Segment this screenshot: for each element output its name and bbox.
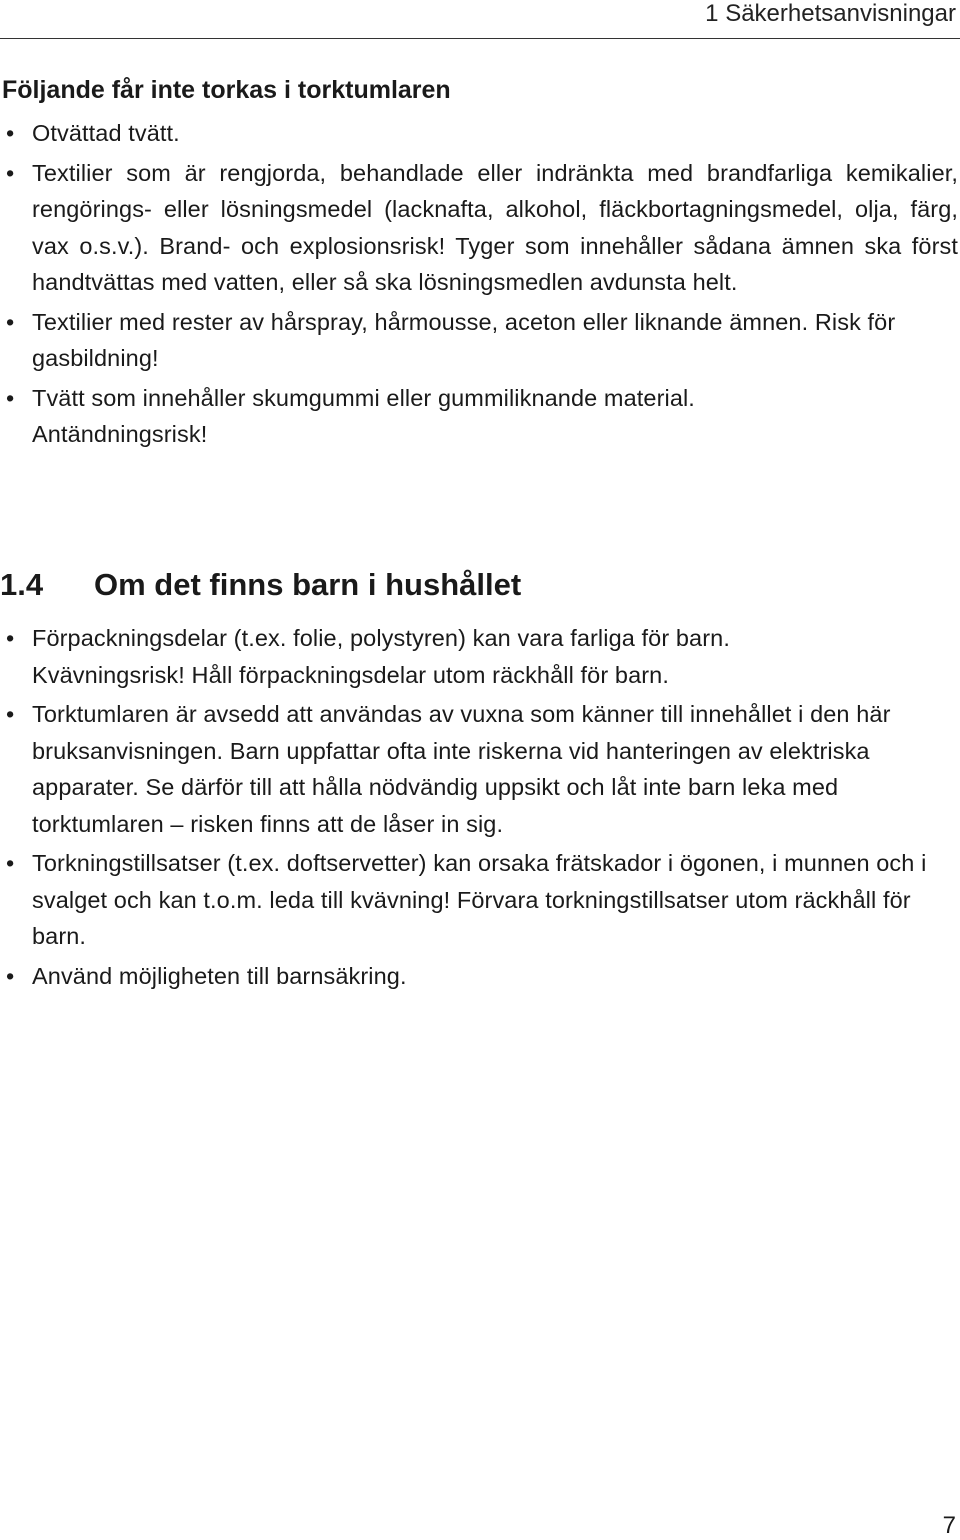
list-item-text: Otvättad tvätt. xyxy=(32,120,180,146)
list-item-text: Textilier med rester av hårspray, hårmousse, aceton eller liknande ämnen. Risk för gasbildning! xyxy=(32,308,896,371)
bullet-list-children xyxy=(0,620,960,994)
list-item xyxy=(0,696,960,842)
bullet-icon: • xyxy=(6,850,15,876)
running-header: 1 Säkerhetsanvisningar xyxy=(705,0,956,27)
bullet-list-not-dried xyxy=(0,115,960,453)
list-item xyxy=(0,155,960,301)
list-item xyxy=(0,304,960,377)
list-item-text: Textilier som är rengjorda, behandlade eller indränkta med brandfarliga kemikalier, rengörings- eller lösningsmedel (lacknafta, alkohol, fläckbortagningsmedel, olja, färg, vax o.s.v.). Brand- och explosionsrisk! Tyger som innehåller sådana ämnen ska först handtvättas med vatten, eller så ska lösningsmedlen avdunsta helt. xyxy=(32,159,958,295)
section-number: 1.4 xyxy=(0,567,44,602)
list-item xyxy=(0,620,960,693)
list-item xyxy=(0,380,960,453)
list-item-text: Förpackningsdelar (t.ex. folie, polystyren) kan vara farliga för barn. Kvävningsrisk! Håll förpackningsdelar utom räckhåll för barn. xyxy=(32,625,730,688)
list-item xyxy=(0,845,960,955)
list-item xyxy=(0,958,960,995)
list-item-text: Använd möjligheten till barnsäkring. xyxy=(32,962,407,989)
list-item-text: Tvätt som innehåller skumgummi eller gummiliknande material. Antändningsrisk! xyxy=(32,384,695,447)
list-item-text: Torktumlaren är avsedd att användas av vuxna som känner till innehållet i den här bruksanvisningen. Barn uppfattar ofta inte riskerna vid hanteringen av elektriska apparater. Se därför till att hålla nödvändig uppsikt och låt inte barn leka med torktumlaren – risken finns att de låser in sig. xyxy=(32,701,891,837)
bullet-icon: • xyxy=(6,625,15,651)
header-rule xyxy=(0,38,960,39)
bullet-icon: • xyxy=(6,384,15,411)
list-item xyxy=(0,115,960,152)
section-heading xyxy=(0,565,521,605)
bullet-icon: • xyxy=(6,308,15,335)
page-number: 7 xyxy=(942,1512,956,1539)
list-item-text: Torkningstillsatser (t.ex. doftservetter) kan orsaka frätskador i ögonen, i munnen och i svalget och kan t.o.m. leda till kvävning! Förvara torkningstillsatser utom räckhåll för barn. xyxy=(32,850,927,949)
bullet-icon: • xyxy=(6,159,15,186)
subheading: Följande får inte torkas i torktumlaren xyxy=(2,76,451,104)
bullet-icon: • xyxy=(6,701,15,727)
section-title: Om det finns barn i hushållet xyxy=(94,567,522,602)
bullet-icon: • xyxy=(6,962,15,989)
bullet-icon: • xyxy=(6,120,15,146)
